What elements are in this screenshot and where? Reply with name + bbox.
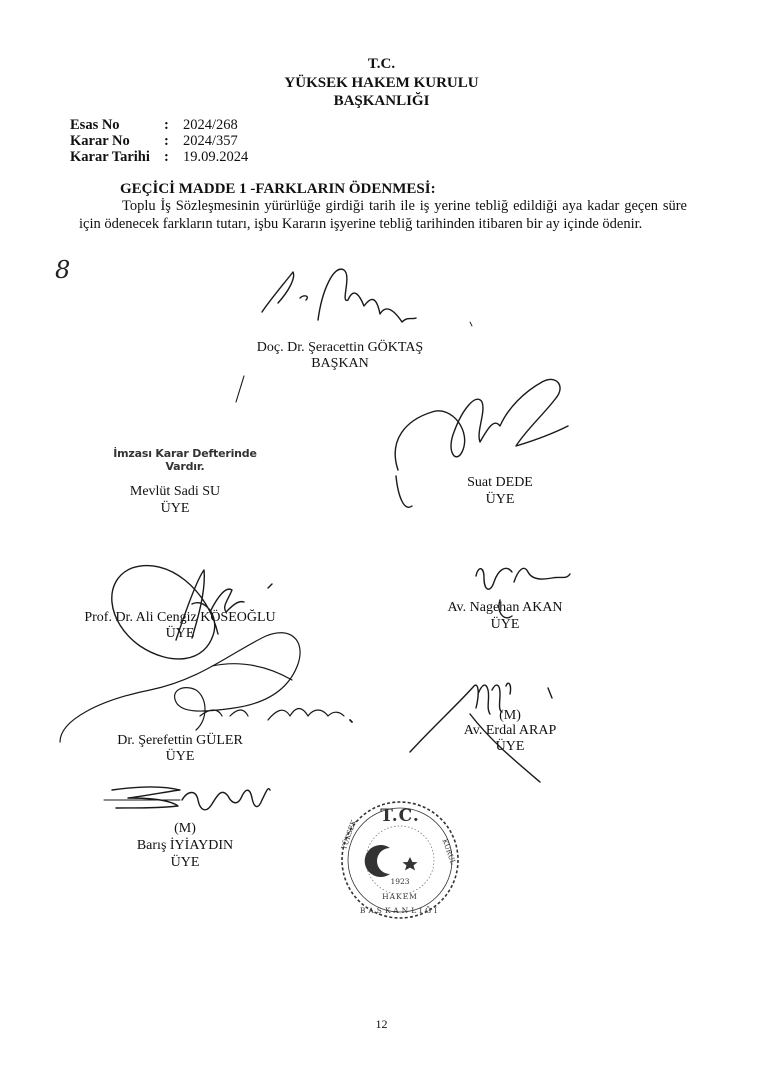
member-mark: (M): [499, 708, 521, 723]
meta-label: Karar Tarihi: [70, 149, 150, 165]
member-title: ÜYE: [165, 626, 195, 641]
iyiaydin-signature: [112, 787, 270, 810]
meta-row-tarih: [70, 149, 370, 165]
seal-ring-left: YÜKSEK: [340, 818, 359, 851]
crescent-icon: [365, 845, 390, 877]
member-name: Suat DEDE: [467, 475, 533, 490]
meta-value: 19.09.2024: [183, 149, 249, 165]
meta-row-esas: [70, 117, 370, 133]
president-title: BAŞKAN: [311, 356, 369, 371]
meta-value: 2024/357: [183, 133, 238, 149]
member-title: ÜYE: [490, 617, 520, 632]
meta-value: 2024/268: [183, 117, 238, 133]
member-title: ÜYE: [165, 749, 195, 764]
president-signature: [262, 269, 416, 322]
margin-note: 8: [55, 256, 71, 284]
member-title: ÜYE: [160, 501, 190, 516]
article-text: Toplu İş Sözleşmesinin yürürlüğe girdiği tarih ile iş yerine tebliğ edildiği aya kadar geçen süre için ödenecek farkların tutarı, işbu Kararın işyerine tebliğ tarihinden itibaren bir ay içinde ödenir.: [79, 198, 687, 232]
seal-middle-text: HAKEM: [382, 892, 418, 901]
meta-label: Esas No: [70, 117, 120, 133]
meta-separator: :: [164, 133, 169, 149]
seal-top-text: T.C.: [380, 806, 420, 826]
member-name: Prof. Dr. Ali Cengiz KÖSEOĞLU: [84, 610, 276, 625]
meta-separator: :: [164, 149, 169, 165]
member-title: ÜYE: [485, 492, 515, 507]
meta-separator: :: [164, 117, 169, 133]
member-name: Barış İYİAYDIN: [136, 838, 234, 853]
member-title: ÜYE: [495, 739, 525, 754]
member-name: Av. Nagehan AKAN: [447, 600, 563, 615]
decision-book-note: [100, 447, 270, 473]
president-name: Doç. Dr. Şeracettin GÖKTAŞ: [256, 340, 424, 355]
member-title: ÜYE: [170, 855, 200, 870]
article-title: GEÇİCİ MADDE 1 -FARKLARIN ÖDENMESİ:: [120, 181, 436, 197]
member-mark: (M): [174, 821, 196, 836]
seal-bottom-text: BAŞKANLIĞI: [359, 906, 441, 915]
seal-ring-right: KURUL: [440, 838, 458, 866]
header-tc: T.C.: [367, 56, 396, 72]
member-name: Dr. Şerefettin GÜLER: [117, 733, 243, 748]
header-presidency: BAŞKANLIĞI: [333, 93, 430, 109]
seal-year: 1923: [390, 877, 410, 886]
meta-row-karar: [70, 133, 370, 149]
star-icon: [402, 857, 417, 870]
member-name: Av. Erdal ARAP: [463, 723, 557, 738]
member-name: Mevlüt Sadi SU: [129, 484, 221, 499]
meta-label: Karar No: [70, 133, 130, 149]
page-number: 12: [375, 1017, 388, 1031]
header-institution: YÜKSEK HAKEM KURULU: [284, 75, 479, 91]
case-metadata: [70, 117, 370, 167]
note-line-1: İmzası Karar Defterinde: [113, 447, 257, 460]
note-line-2: Vardır.: [165, 460, 205, 473]
guler-signature: [60, 633, 344, 742]
